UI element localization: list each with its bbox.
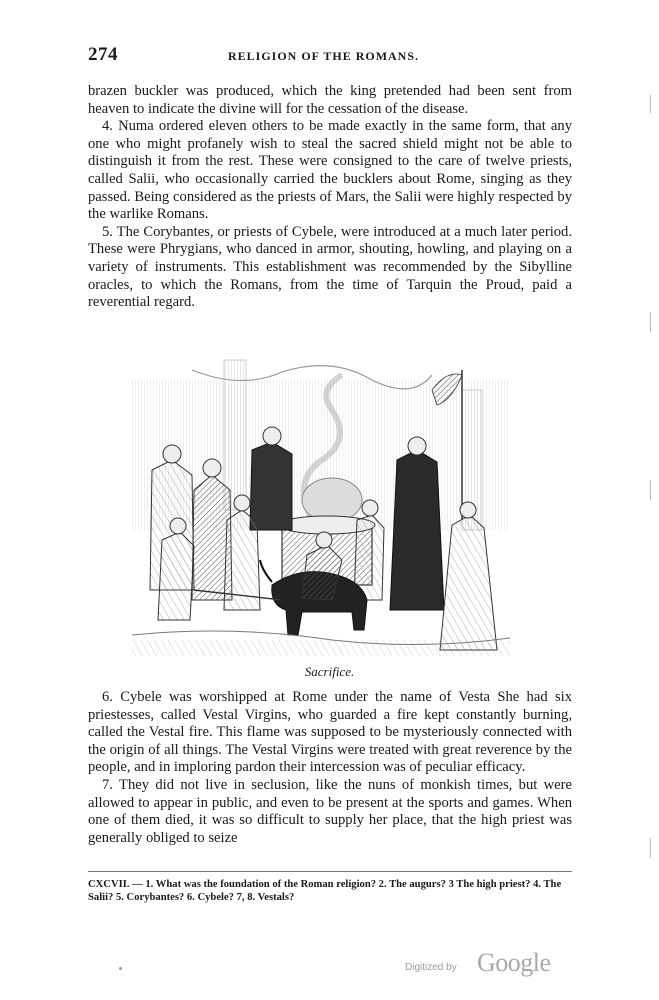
body-text-bottom <box>88 689 572 847</box>
scan-edge-mark <box>650 480 651 500</box>
scan-edge-mark <box>650 95 651 113</box>
scan-edge-mark <box>650 838 651 858</box>
running-head: RELIGION OF THE ROMANS. <box>228 49 420 63</box>
footnote-divider <box>88 871 572 872</box>
watermark-prefix: Digitized by <box>405 962 457 973</box>
google-logo-text: Google <box>477 948 551 977</box>
scan-edge-mark <box>650 312 651 332</box>
body-text-top <box>88 83 572 312</box>
google-digitized-watermark <box>405 948 565 984</box>
scan-speck <box>119 967 122 970</box>
paragraph-7: 7. They did not live in seclusion, like the nuns of monkish times, but were allowed to appear in public, and even to be present at the sports and games. When one of them died, it was so difficult to supply her place, that the high priest was generally obliged to seize <box>88 776 572 846</box>
paragraph-6: 6. Cybele was worshipped at Rome under the name of Vesta She had six priestesses, called Vestal Virgins, who guarded a fire kept constantly burning, called the Vestal fire. This flame was supposed to be mysteriously connected with the origin of all things. The Vestal Virgins were treated with great reverence by the people, and in imploring pardon their intercession was of peculiar efficacy. <box>88 689 572 776</box>
paragraph-continuation: brazen buckler was produced, which the king pretended had been sent from heaven to indicate the divine will for the cessation of the disease. <box>88 83 572 117</box>
page-header <box>88 44 568 68</box>
sacrifice-engraving <box>132 350 510 656</box>
paragraph-5: 5. The Corybantes, or priests of Cybele, were introduced at a much later period. These were Phrygians, who danced in armor, shouting, howling, and playing on a variety of instruments. This establishment was recommended by the Sibylline oracles, to which the Romans, from the time of Tarquin the Proud, paid a reverential regard. <box>88 223 572 311</box>
figure-caption: Sacrifice. <box>304 664 355 679</box>
footnote-questions: CXCVII. — 1. What was the foundation of the Roman religion? 2. The augurs? 3 The high priest? 4. The Salii? 5. Corybantes? 6. Cybele? 7, 8. Vestals? <box>88 879 562 903</box>
paragraph-4: 4. Numa ordered eleven others to be made exactly in the same form, that any one who might profanely wish to steal the sacred shield might not be able to distinguish it from the rest. These were consigned to the care of twelve priests, called Salii, who occasionally carried the bucklers about Rome, singing as they passed. Being considered as the priests of Mars, the Salii were highly respected by the warlike Romans. <box>88 118 572 223</box>
page-number: 274 <box>88 44 118 65</box>
